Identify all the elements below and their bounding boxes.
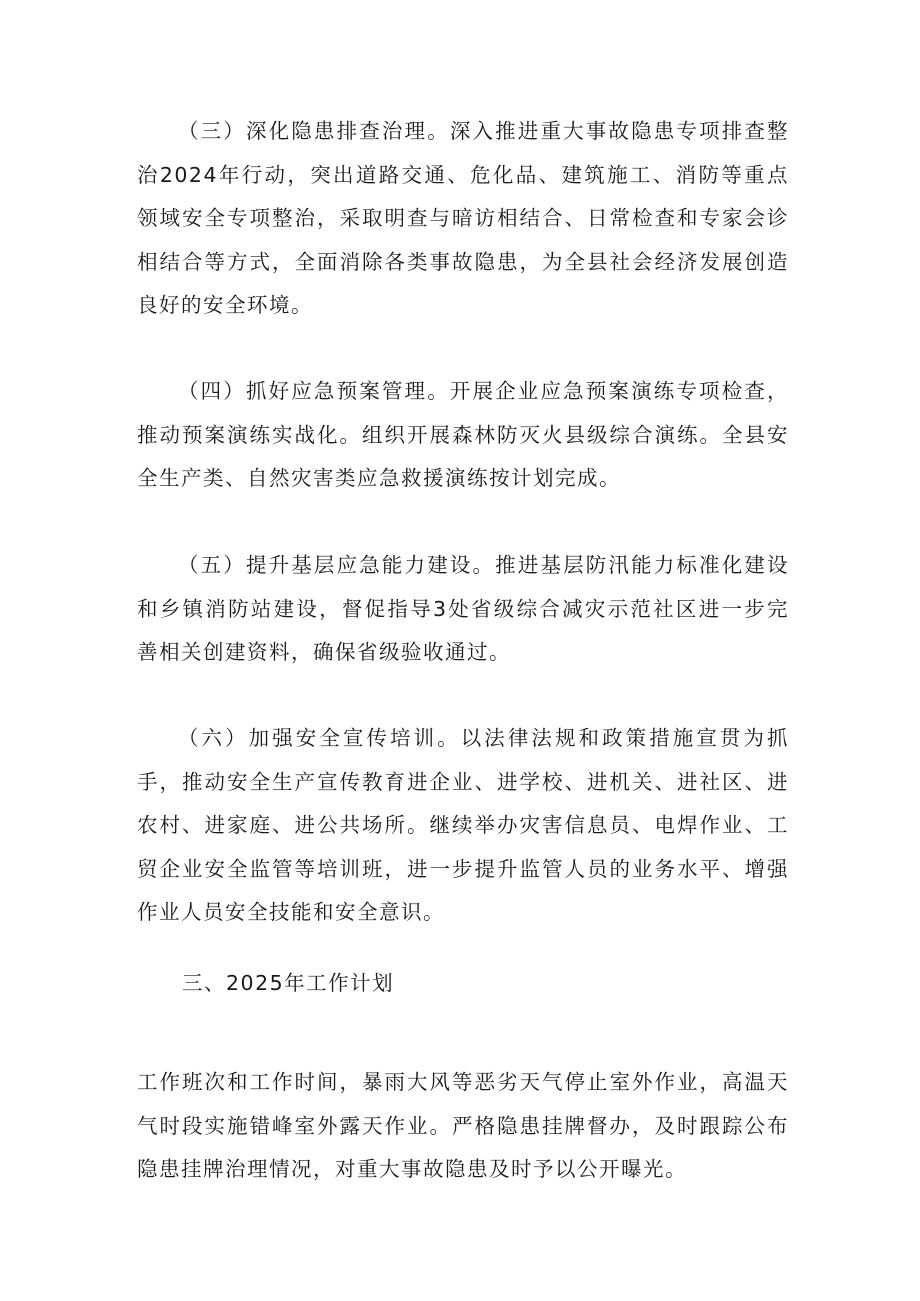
paragraph-emergency-plan: （四）抓好应急预案管理。开展企业应急预案演练专项检查，推动预案演练实战化。组织开展森林防灭火县级综合演练。全县安全生产类、自然灾害类应急救援演练按计划完成。 [137, 379, 789, 490]
paragraph-hazard-investigation: （三）深化隐患排查治理。深入推进重大事故隐患专项排查整治2024年行动，突出道路交通、危化品、建筑施工、消防等重点领域安全专项整治，采取明查与暗访相结合、日常检查和专家会诊相结合等方式，全面消除各类事故隐患，为全县社会经济发展创造良好的安全环境。 [137, 119, 789, 317]
section-heading: 三、2025年工作计划 [182, 971, 395, 995]
paragraph-grassroots-capacity: （五）提升基层应急能力建设。推进基层防汛能力标准化建设和乡镇消防站建设，督促指导3处省级综合减灾示范社区进一步完善相关创建资料，确保省级验收通过。 [137, 553, 789, 664]
paragraph-safety-training: （六）加强安全宣传培训。以法律法规和政策措施宣贯为抓手，推动安全生产宣传教育进企业、进学校、进机关、进社区、进农村、进家庭、进公共场所。继续举办灾害信息员、电焊作业、工贸企业安全监管等培训班，进一步提升监管人员的业务水平、增强作业人员安全技能和安全意识。 [137, 726, 789, 924]
paragraph-work-schedule: 工作班次和工作时间，暴雨大风等恶劣天气停止室外作业，高温天气时段实施错峰室外露天作业。严格隐患挂牌督办，及时跟踪公布隐患挂牌治理情况，对重大事故隐患及时予以公开曝光。 [137, 1070, 789, 1181]
